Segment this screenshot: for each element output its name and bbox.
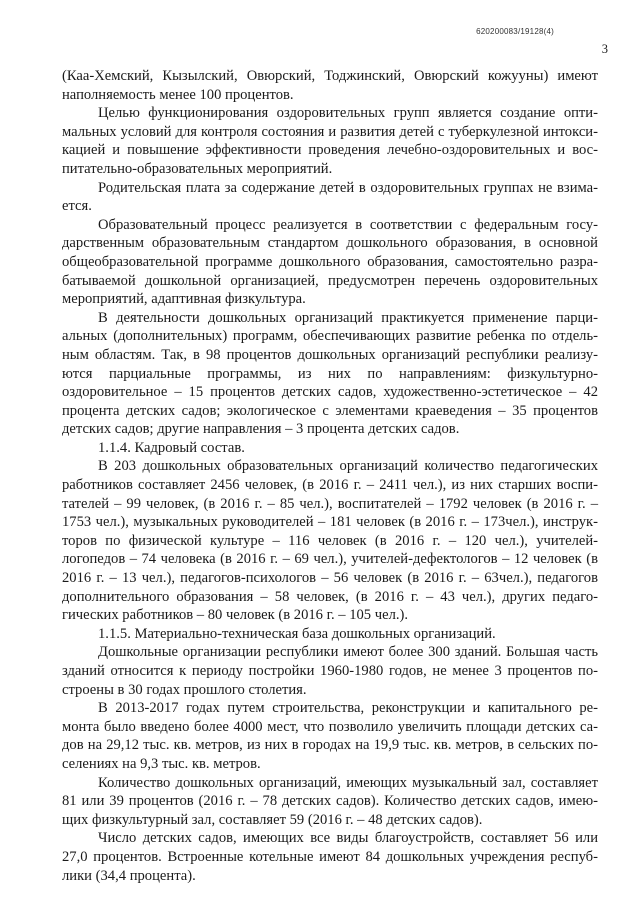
paragraph: В 203 дошкольных образовательных организаций количество педагогических работников составляет 2456 человек, (в 2016 г. – 2411 чел.), из них старших воспитателей – 99 человек, (в 2016 г. – 85 чел.), воспитателей – 1792 человек (в 2016 г. – 1753 чел.), музыкальных руководителей – 181 человек (в 2016 г. – 173чел.), инструкторов по физической культуре – 116 человек (в 2016 г. – 120 чел.), учителей-логопедов – 74 человека (в 2016 г. – 69 чел.), учителей-дефектологов – 12 человек (в 2016 г. – 13 чел.), педагогов-психологов – 56 человек (в 2016 г. – 63чел.), педагогов дополнительного образования – 58 человек, (в 2016 г. – 43 чел.), других педагогических работников – 80 человек (в 2016 г. – 105 чел.).: [62, 458, 598, 624]
paragraph: Образовательный процесс реализуется в соответствии с федеральным государственным образовательным стандартом дошкольного образования, в основной общеобразовательной программе дошкольного образования, самостоятельно разрабатываемой дошкольной организацией, предусмотрен перечень оздоровительных мероприятий, адаптивная физкультура.: [62, 216, 598, 308]
paragraph: Целью функционирования оздоровительных групп является создание оптимальных условий для контроля состояния и развития детей с туберкулезной интоксикацией и повышение эффективности проведения лечебно-оздоровительных и воспитательно-образовательных мероприятий.: [62, 105, 598, 177]
document-id: 620200083/19128(4): [476, 27, 554, 36]
paragraph: Родительская плата за содержание детей в оздоровительных группах не взимается.: [62, 179, 598, 215]
paragraph: В деятельности дошкольных организаций практикуется применение парциальных (дополнительных) программ, обеспечивающих развитие ребенка по отдельным областям. Так, в 98 процентов дошкольных организаций республики реализуются парциальные программы, из них по направлениям: физкультурно-оздоровительное – 15 процентов детских садов, художественно-эстетическое – 42 процента детских садов; экологическое с элементами краеведения – 35 процентов детских садов; другие направления – 3 процента детских садов.: [62, 309, 598, 438]
paragraph: В 2013-2017 годах путем строительства, реконструкции и капитального ремонта было введено более 4000 мест, что позволило увеличить площади детских садов на 29,12 тыс. кв. метров, из них в городах на 19,9 тыс. кв. метров, в сельских поселениях на 9,3 тыс. кв. метров.: [62, 700, 598, 772]
paragraph: (Каа-Хемский, Кызылский, Овюрский, Тоджинский, Овюрский кожууны) имеют наполняемость менее 100 процентов.: [62, 68, 598, 103]
paragraph: Дошкольные организации республики имеют более 300 зданий. Большая часть зданий относится к периоду постройки 1960-1980 годов, не менее 3 процентов построены в 30 годах прошлого столетия.: [62, 644, 598, 698]
paragraph: Число детских садов, имеющих все виды благоустройств, составляет 56 или 27,0 процентов. Встроенные котельные имеют 84 дошкольных учреждения республики (34,4 процента).: [62, 830, 598, 884]
paragraph: Количество дошкольных организаций, имеющих музыкальный зал, составляет 81 или 39 процентов (2016 г. – 78 детских садов). Количество детских садов, имеющих физкультурный зал, составляет 59 (2016 г. – 48 детских садов).: [62, 774, 598, 828]
document-body: [62, 67, 598, 885]
section-heading: 1.1.4. Кадровый состав.: [98, 439, 245, 456]
section-heading: 1.1.5. Материально-техническая база дошкольных организаций.: [98, 625, 496, 642]
page-number: 3: [601, 42, 608, 56]
